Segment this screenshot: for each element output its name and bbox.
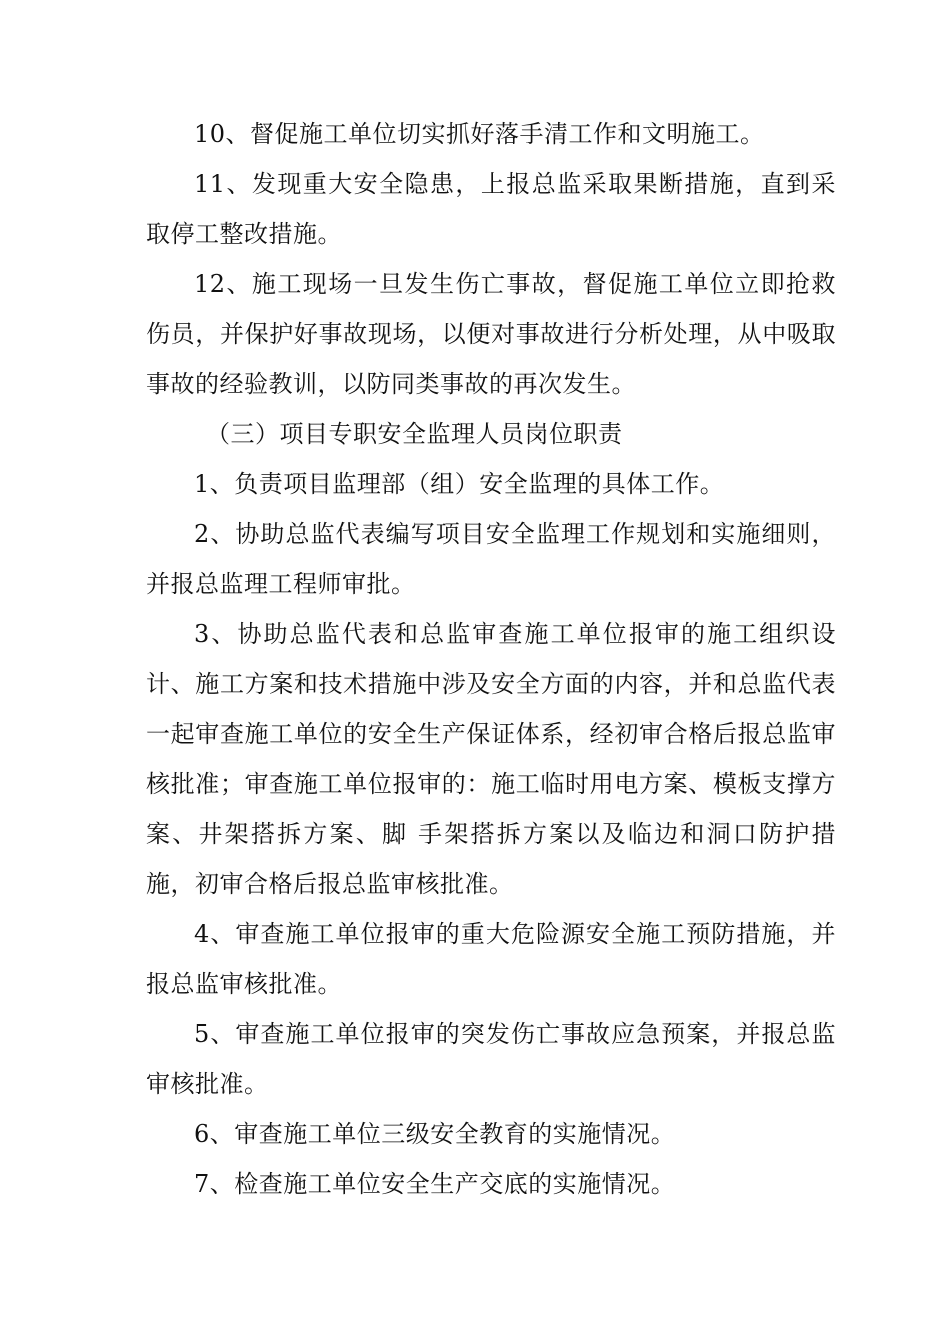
section-heading: （三）项目专职安全监理人员岗位职责 bbox=[206, 420, 623, 448]
paragraph-6: 6、审查施工单位三级安全教育的实施情况。 bbox=[194, 1120, 676, 1148]
paragraph-1: 1、负责项目监理部（组）安全监理的具体工作。 bbox=[194, 470, 725, 498]
paragraph-4: 4、审查施工单位报审的重大危险源安全施工预防措施，并报总监审核批准。 bbox=[146, 920, 836, 998]
paragraph-10: 10、督促施工单位切实抓好落手清工作和文明施工。 bbox=[194, 120, 765, 148]
paragraph-12: 12、施工现场一旦发生伤亡事故，督促施工单位立即抢救伤员，并保护好事故现场，以便对事故进行分析处理，从中吸取事故的经验教训，以防同类事故的再次发生。 bbox=[146, 270, 836, 398]
paragraph-5: 5、审查施工单位报审的突发伤亡事故应急预案，并报总监审核批准。 bbox=[146, 1020, 836, 1098]
paragraph-3: 3、协助总监代表和总监审查施工单位报审的施工组织设计、施工方案和技术措施中涉及安全方面的内容，并和总监代表一起审查施工单位的安全生产保证体系，经初审合格后报总监审核批准；审查施工单位报审的：施工临时用电方案、模板支撑方案、井架搭拆方案、脚 手架搭拆方案以及临边和洞口防护措施，初审合格后报总监审核批准。 bbox=[146, 620, 836, 898]
paragraph-7: 7、检查施工单位安全生产交底的实施情况。 bbox=[194, 1170, 676, 1198]
paragraph-2: 2、协助总监代表编写项目安全监理工作规划和实施细则，并报总监理工程师审批。 bbox=[146, 520, 836, 598]
paragraph-11: 11、发现重大安全隐患，上报总监采取果断措施，直到采取停工整改措施。 bbox=[146, 170, 836, 248]
document-body bbox=[146, 109, 836, 1209]
